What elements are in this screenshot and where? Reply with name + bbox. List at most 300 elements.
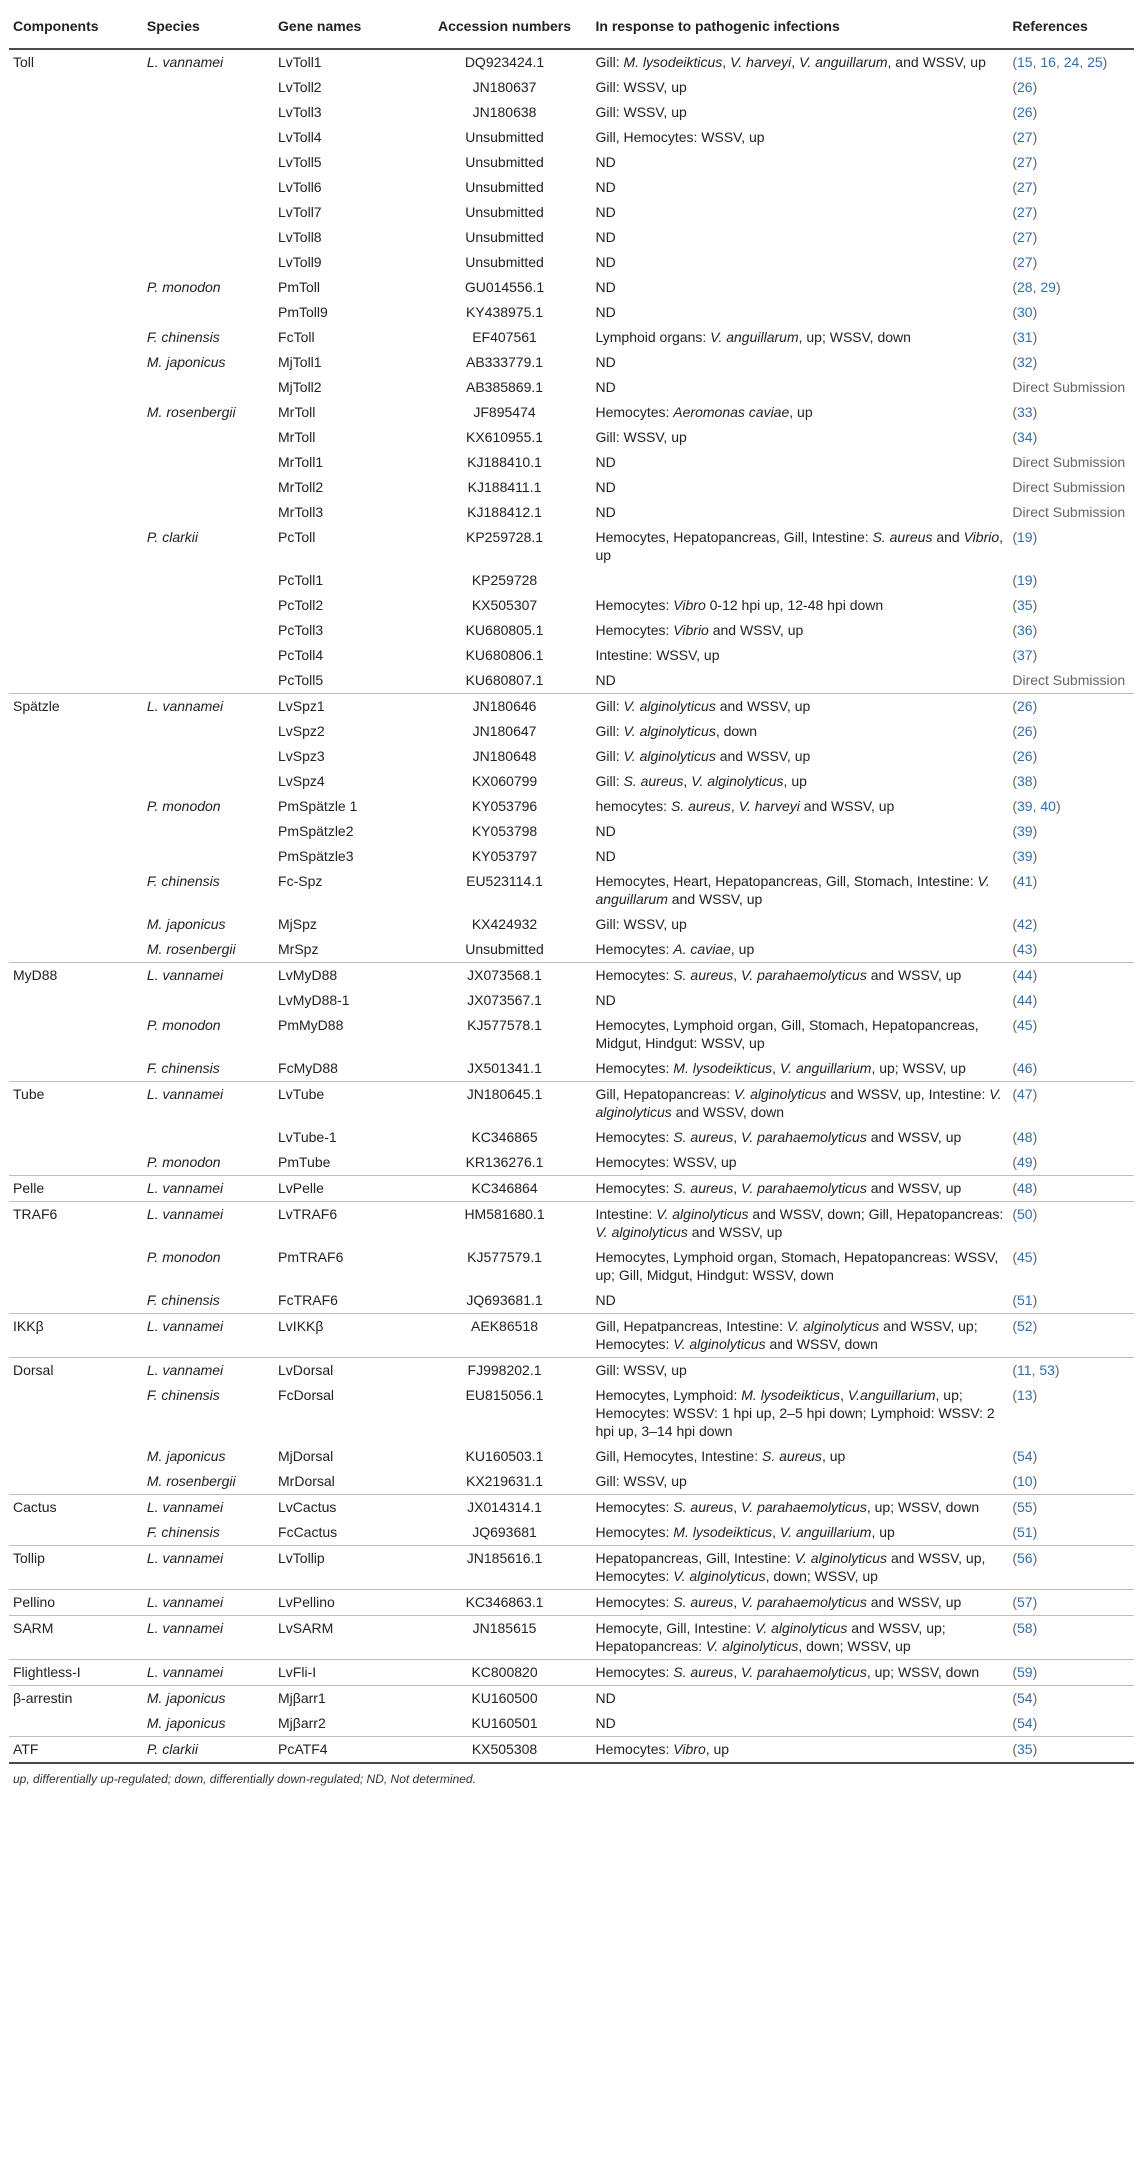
cell-component <box>9 150 143 175</box>
cell-component <box>9 719 143 744</box>
cell-component <box>9 475 143 500</box>
cell-accession: AB333779.1 <box>465 354 544 370</box>
cell-species: P. clarkii <box>146 529 198 545</box>
cell-accession: JN180646 <box>418 694 592 720</box>
table-row <box>9 1288 1134 1314</box>
table-row <box>9 1444 1134 1469</box>
cell-species: L. vannamei <box>143 49 274 75</box>
cell-component <box>9 1245 143 1288</box>
cell-references: (10) <box>1012 1473 1038 1489</box>
cell-component <box>9 912 143 937</box>
cell-component <box>9 668 143 694</box>
cell-species: M. japonicus <box>146 916 226 932</box>
cell-gene-name: MrToll <box>278 429 316 445</box>
table-row <box>9 200 1134 225</box>
table-row <box>9 1383 1134 1444</box>
table-container <box>9 0 1134 1786</box>
cell-response: Gill: M. lysodeikticus, V. harveyi, V. anguillarum, and WSSV, up <box>591 49 1008 75</box>
cell-references: (49) <box>1012 1154 1038 1170</box>
cell-species: L. vannamei <box>143 1616 274 1660</box>
cell-response: ND <box>595 154 616 170</box>
cell-gene-name: LvSpz3 <box>278 748 325 764</box>
cell-component <box>9 325 143 350</box>
cell-gene-name: PmTube <box>278 1154 331 1170</box>
cell-species <box>143 500 274 525</box>
cell-references: (38) <box>1012 773 1038 789</box>
cell-gene-name: MjToll1 <box>278 354 322 370</box>
cell-component: Toll <box>9 49 143 75</box>
cell-species: L. vannamei <box>143 694 274 720</box>
cell-references: (32) <box>1012 354 1038 370</box>
cell-response: Hemocytes: A. caviae, up <box>595 941 755 957</box>
cell-component <box>9 1288 143 1314</box>
cell-accession: KX219631.1 <box>465 1473 544 1489</box>
cell-species: L. vannamei <box>143 1202 274 1246</box>
table-row <box>9 568 1134 593</box>
cell-gene-name: FcToll <box>278 329 315 345</box>
cell-response: ND <box>595 1715 616 1731</box>
cell-gene-name: LvSpz2 <box>278 723 325 739</box>
table-row <box>9 350 1134 375</box>
cell-gene-name: LvTube-1 <box>278 1129 337 1145</box>
cell-component <box>9 568 143 593</box>
cell-species: P. monodon <box>146 1017 221 1033</box>
cell-accession: JF895474 <box>473 404 536 420</box>
cell-accession: JX073567.1 <box>467 992 542 1008</box>
cell-species <box>143 200 274 225</box>
cell-species: M. rosenbergii <box>146 941 236 957</box>
table-row <box>9 618 1134 643</box>
cell-gene-name: LvFli-I <box>274 1660 418 1686</box>
table-row <box>9 819 1134 844</box>
cell-response: Hemocytes, Lymphoid: M. lysodeikticus, V.anguillarium, up; Hemocytes: WSSV: 1 hpi up, 2–5 hpi down; Lymphoid: WSSV: 2 hpi up, 3–14 hpi down <box>595 1387 995 1439</box>
cell-references: (34) <box>1012 429 1038 445</box>
cell-species: L. vannamei <box>143 1590 274 1616</box>
cell-accession: KY053796 <box>471 798 538 814</box>
cell-response: ND <box>595 992 616 1008</box>
table-row <box>9 694 1134 720</box>
cell-references: (50) <box>1008 1202 1134 1246</box>
cell-response: Gill: WSSV, up <box>595 79 687 95</box>
cell-response: ND <box>595 304 616 320</box>
table-row <box>9 1056 1134 1082</box>
table-row <box>9 1202 1134 1246</box>
cell-gene-name: MjToll2 <box>278 379 322 395</box>
cell-response: Hemocytes: S. aureus, V. parahaemolyticus, up; WSSV, down <box>591 1495 1008 1521</box>
cell-accession: JN180647 <box>472 723 537 739</box>
cell-response: ND <box>595 204 616 220</box>
cell-accession: JN180645.1 <box>418 1082 592 1126</box>
cell-component <box>9 1469 143 1495</box>
cell-gene-name: MrDorsal <box>278 1473 335 1489</box>
cell-species: L. vannamei <box>143 963 274 989</box>
cell-accession: KU680807.1 <box>465 672 544 688</box>
cell-gene-name: PcToll5 <box>278 672 324 688</box>
cell-references: (51) <box>1012 1524 1038 1540</box>
cell-response: Hemocytes: Vibro, up <box>591 1737 1008 1763</box>
cell-species <box>143 225 274 250</box>
cell-accession: KJ577579.1 <box>467 1249 542 1265</box>
cell-accession: JQ693681 <box>472 1524 537 1540</box>
cell-gene-name: PmSpätzle3 <box>278 848 354 864</box>
cell-gene-name: PmTRAF6 <box>278 1249 344 1265</box>
cell-accession: Unsubmitted <box>465 154 544 170</box>
cell-species <box>143 100 274 125</box>
cell-references: (58) <box>1008 1616 1134 1660</box>
cell-accession: KC346864 <box>418 1176 592 1202</box>
table-row <box>9 1616 1134 1660</box>
cell-species: M. japonicus <box>143 1686 274 1712</box>
table-row <box>9 125 1134 150</box>
cell-gene-name: PcToll3 <box>278 622 324 638</box>
cell-references: (48) <box>1012 1129 1038 1145</box>
cell-species <box>143 819 274 844</box>
cell-gene-name: FcTRAF6 <box>278 1292 338 1308</box>
cell-references: (39) <box>1012 848 1038 864</box>
cell-gene-name: PmSpätzle2 <box>278 823 354 839</box>
cell-gene-name: MrToll1 <box>278 454 324 470</box>
cell-component <box>9 500 143 525</box>
cell-gene-name: LvMyD88 <box>274 963 418 989</box>
cell-gene-name: FcDorsal <box>278 1387 335 1403</box>
cell-accession: KY053798 <box>471 823 538 839</box>
cell-response: hemocytes: S. aureus, V. harveyi and WSSV, up <box>595 798 895 814</box>
cell-accession: KU680805.1 <box>465 622 544 638</box>
table-row <box>9 1737 1134 1763</box>
cell-references: (55) <box>1008 1495 1134 1521</box>
cell-accession: JN185616.1 <box>418 1546 592 1590</box>
cell-accession: JX501341.1 <box>467 1060 542 1076</box>
cell-response: Hemocytes: Vibrio and WSSV, up <box>595 622 804 638</box>
cell-references: (39) <box>1012 823 1038 839</box>
cell-accession: KX424932 <box>471 916 538 932</box>
cell-component: β-arrestin <box>9 1686 143 1712</box>
cell-species: P. monodon <box>146 798 221 814</box>
cell-component <box>9 869 143 912</box>
cell-species <box>143 75 274 100</box>
header-response: In response to pathogenic infections <box>591 4 1008 49</box>
cell-accession: GU014556.1 <box>464 279 545 295</box>
cell-component <box>9 1013 143 1056</box>
cell-component <box>9 1150 143 1176</box>
cell-gene-name: PcToll2 <box>278 597 324 613</box>
cell-gene-name: LvSARM <box>274 1616 418 1660</box>
cell-gene-name: MjSpz <box>278 916 317 932</box>
cell-references: (39, 40) <box>1012 798 1061 814</box>
cell-references: (47) <box>1008 1082 1134 1126</box>
cell-species: F. chinensis <box>146 1060 220 1076</box>
cell-component <box>9 744 143 769</box>
cell-references: (27) <box>1012 129 1038 145</box>
cell-component: Pelle <box>9 1176 143 1202</box>
cell-gene-name: LvToll7 <box>278 204 322 220</box>
table-row <box>9 794 1134 819</box>
cell-gene-name: LvPelle <box>274 1176 418 1202</box>
cell-species: L. vannamei <box>143 1314 274 1358</box>
cell-response: ND <box>595 179 616 195</box>
cell-response: Gill: WSSV, up <box>591 1358 1008 1384</box>
cell-gene-name: FcMyD88 <box>278 1060 338 1076</box>
cell-gene-name: PmToll <box>278 279 321 295</box>
cell-component: Cactus <box>9 1495 143 1521</box>
table-footnote: up, differentially up-regulated; down, differentially down-regulated; ND, Not determined. <box>9 1762 1134 1786</box>
cell-gene-name: Fc-Spz <box>278 873 323 889</box>
cell-references: Direct Submission <box>1012 379 1126 395</box>
cell-response: ND <box>595 354 616 370</box>
cell-component: MyD88 <box>9 963 143 989</box>
cell-gene-name: LvToll1 <box>274 49 418 75</box>
cell-accession: JN185615 <box>418 1616 592 1660</box>
cell-references: (59) <box>1008 1660 1134 1686</box>
cell-accession: Unsubmitted <box>465 254 544 270</box>
cell-response <box>591 568 1008 593</box>
cell-references: (42) <box>1012 916 1038 932</box>
cell-component <box>9 794 143 819</box>
table-row <box>9 250 1134 275</box>
cell-references: (27) <box>1012 154 1038 170</box>
cell-species <box>143 593 274 618</box>
cell-accession: KX505308 <box>418 1737 592 1763</box>
table-body <box>9 49 1134 1762</box>
table-row <box>9 1176 1134 1202</box>
cell-gene-name: MjDorsal <box>278 1448 334 1464</box>
cell-component: Tube <box>9 1082 143 1126</box>
table-row <box>9 175 1134 200</box>
cell-gene-name: PcToll4 <box>278 647 324 663</box>
cell-response: Intestine: V. alginolyticus and WSSV, down; Gill, Hepatopancreas: V. alginolyticus and WSSV, up <box>591 1202 1008 1246</box>
table-row <box>9 1590 1134 1616</box>
table-row <box>9 1150 1134 1176</box>
cell-response: ND <box>595 454 616 470</box>
cell-gene-name: LvSpz4 <box>278 773 325 789</box>
cell-species <box>143 844 274 869</box>
cell-response: Hemocytes: S. aureus, V. parahaemolyticus and WSSV, up <box>595 1129 962 1145</box>
cell-component <box>9 844 143 869</box>
cell-species <box>143 988 274 1013</box>
cell-references: (44) <box>1012 992 1038 1008</box>
cell-gene-name: LvCactus <box>274 1495 418 1521</box>
cell-references: (19) <box>1012 529 1038 545</box>
cell-accession: KP259728.1 <box>465 529 544 545</box>
cell-gene-name: MrToll2 <box>278 479 324 495</box>
cell-response: ND <box>595 279 616 295</box>
cell-species: M. japonicus <box>146 1715 226 1731</box>
table-row <box>9 525 1134 568</box>
cell-gene-name: LvToll2 <box>278 79 322 95</box>
table-header-row <box>9 4 1134 49</box>
cell-response: Hemocytes, Hepatopancreas, Gill, Intestine: S. aureus and Vibrio, up <box>595 529 1004 563</box>
cell-component: Dorsal <box>9 1358 143 1384</box>
cell-gene-name: LvPellino <box>274 1590 418 1616</box>
header-gene-names: Gene names <box>274 4 418 49</box>
cell-gene-name: LvTRAF6 <box>274 1202 418 1246</box>
header-components: Components <box>9 4 143 49</box>
cell-species <box>143 425 274 450</box>
cell-response: Gill: WSSV, up <box>595 916 687 932</box>
table-row <box>9 275 1134 300</box>
cell-accession: FJ998202.1 <box>418 1358 592 1384</box>
cell-references: (41) <box>1012 873 1038 889</box>
cell-gene-name: LvTollip <box>274 1546 418 1590</box>
cell-gene-name: LvDorsal <box>274 1358 418 1384</box>
cell-species <box>143 250 274 275</box>
table-row <box>9 225 1134 250</box>
cell-species <box>143 719 274 744</box>
cell-references: Direct Submission <box>1012 504 1126 520</box>
cell-accession: AB385869.1 <box>465 379 544 395</box>
cell-component <box>9 75 143 100</box>
cell-accession: JN180638 <box>472 104 537 120</box>
cell-component <box>9 450 143 475</box>
table-row <box>9 719 1134 744</box>
cell-component: IKKβ <box>9 1314 143 1358</box>
cell-references: (26) <box>1012 104 1038 120</box>
table-row <box>9 963 1134 989</box>
cell-accession: JX073568.1 <box>418 963 592 989</box>
cell-gene-name: Mjβarr1 <box>274 1686 418 1712</box>
table-row <box>9 1686 1134 1712</box>
cell-species: L. vannamei <box>143 1660 274 1686</box>
cell-references: (33) <box>1012 404 1038 420</box>
cell-accession: KX610955.1 <box>465 429 544 445</box>
table-row <box>9 75 1134 100</box>
cell-gene-name: PcToll <box>278 529 316 545</box>
cell-response: Gill, Hemocytes, Intestine: S. aureus, up <box>595 1448 846 1464</box>
cell-references: Direct Submission <box>1012 479 1126 495</box>
cell-accession: KY053797 <box>471 848 538 864</box>
cell-gene-name: FcCactus <box>278 1524 338 1540</box>
cell-accession: Unsubmitted <box>465 204 544 220</box>
table-row <box>9 49 1134 75</box>
cell-species <box>143 375 274 400</box>
cell-response: ND <box>595 379 616 395</box>
cell-species <box>143 475 274 500</box>
cell-response: Hemocytes: M. lysodeikticus, V. anguillarium, up; WSSV, up <box>595 1060 966 1076</box>
table-row <box>9 1314 1134 1358</box>
cell-component <box>9 1125 143 1150</box>
cell-response: ND <box>595 848 616 864</box>
cell-species <box>143 175 274 200</box>
cell-accession: KR136276.1 <box>465 1154 544 1170</box>
cell-species <box>143 568 274 593</box>
cell-response: Gill: WSSV, up <box>595 104 687 120</box>
table-row <box>9 150 1134 175</box>
cell-response: Hemocyte, Gill, Intestine: V. alginolyticus and WSSV, up; Hepatopancreas: V. alginolyticus, down; WSSV, up <box>591 1616 1008 1660</box>
cell-component: Flightless-I <box>9 1660 143 1686</box>
table-row <box>9 1520 1134 1546</box>
cell-component: ATF <box>9 1737 143 1763</box>
cell-accession: JX014314.1 <box>418 1495 592 1521</box>
cell-species <box>143 150 274 175</box>
cell-accession: AEK86518 <box>418 1314 592 1358</box>
cell-species <box>143 300 274 325</box>
cell-component <box>9 988 143 1013</box>
cell-response: ND <box>595 229 616 245</box>
cell-gene-name: LvToll9 <box>278 254 322 270</box>
cell-response: Hemocytes, Lymphoid organ, Gill, Stomach, Hepatopancreas, Midgut, Hindgut: WSSV, up <box>595 1017 979 1051</box>
cell-accession: KU160503.1 <box>465 1448 544 1464</box>
cell-response: ND <box>595 479 616 495</box>
cell-accession: JN180648 <box>472 748 537 764</box>
cell-accession: KU680806.1 <box>465 647 544 663</box>
cell-references: (51) <box>1012 1292 1038 1308</box>
cell-species: F. chinensis <box>146 873 220 889</box>
cell-accession: EU523114.1 <box>466 873 543 889</box>
cell-response: ND <box>591 1686 1008 1712</box>
header-references: References <box>1008 4 1134 49</box>
cell-response: Gill: V. alginolyticus, down <box>595 723 758 739</box>
cell-accession: KX505307 <box>471 597 538 613</box>
cell-component <box>9 100 143 125</box>
cell-references: (28, 29) <box>1012 279 1061 295</box>
cell-gene-name: PcToll1 <box>278 572 324 588</box>
cell-response: Hemocytes: M. lysodeikticus, V. anguillarium, up <box>595 1524 895 1540</box>
table-row <box>9 912 1134 937</box>
cell-component <box>9 300 143 325</box>
cell-component <box>9 593 143 618</box>
cell-species: M. rosenbergii <box>146 1473 236 1489</box>
cell-references: (19) <box>1012 572 1038 588</box>
cell-accession: KP259728 <box>471 572 538 588</box>
cell-references: (13) <box>1012 1387 1038 1403</box>
table-row <box>9 500 1134 525</box>
cell-references: (27) <box>1012 254 1038 270</box>
cell-response: Intestine: WSSV, up <box>595 647 720 663</box>
cell-response: Gill: V. alginolyticus and WSSV, up <box>591 694 1008 720</box>
cell-component <box>9 125 143 150</box>
cell-gene-name: PcATF4 <box>274 1737 418 1763</box>
table-row <box>9 1358 1134 1384</box>
table-row <box>9 1546 1134 1590</box>
cell-species: L. vannamei <box>143 1082 274 1126</box>
table-row <box>9 593 1134 618</box>
cell-gene-name: LvToll8 <box>278 229 322 245</box>
cell-component: Pellino <box>9 1590 143 1616</box>
cell-accession: HM581680.1 <box>418 1202 592 1246</box>
header-species: Species <box>143 4 274 49</box>
cell-accession: Unsubmitted <box>465 179 544 195</box>
table-row <box>9 425 1134 450</box>
table-row <box>9 1125 1134 1150</box>
cell-references: (57) <box>1008 1590 1134 1616</box>
cell-accession: KC346865 <box>471 1129 538 1145</box>
cell-references: (11, 53) <box>1008 1358 1134 1384</box>
cell-species: F. chinensis <box>146 1524 220 1540</box>
cell-accession: EF407561 <box>472 329 537 345</box>
cell-species <box>143 125 274 150</box>
table-row <box>9 1082 1134 1126</box>
cell-gene-name: MrToll3 <box>278 504 324 520</box>
cell-component <box>9 643 143 668</box>
cell-component <box>9 1711 143 1737</box>
cell-references: (45) <box>1012 1249 1038 1265</box>
table-row <box>9 1013 1134 1056</box>
cell-component <box>9 425 143 450</box>
table-row <box>9 869 1134 912</box>
cell-references: (48) <box>1008 1176 1134 1202</box>
cell-references: (54) <box>1012 1448 1038 1464</box>
cell-response: ND <box>595 254 616 270</box>
table-row <box>9 769 1134 794</box>
cell-species <box>143 668 274 694</box>
cell-response: Gill: V. alginolyticus and WSSV, up <box>595 748 811 764</box>
cell-component <box>9 1056 143 1082</box>
table-row <box>9 475 1134 500</box>
cell-component <box>9 937 143 963</box>
cell-component: TRAF6 <box>9 1202 143 1246</box>
table-row <box>9 450 1134 475</box>
data-table <box>9 4 1134 1762</box>
